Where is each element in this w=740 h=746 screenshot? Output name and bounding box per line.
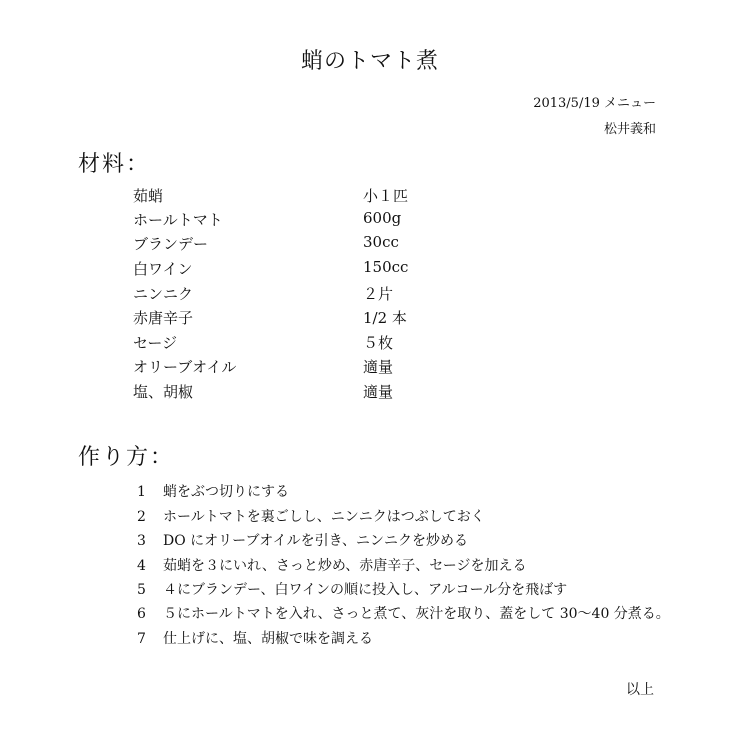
step-item: [137, 579, 567, 599]
step-text: ホールトマトを裏ごしし、ニンニクはつぶしておく: [163, 509, 485, 525]
step-number: 2: [137, 509, 146, 525]
step-text: DO にオリーブオイルを引き、ニンニクを炒める: [163, 533, 469, 549]
step-number: 7: [137, 631, 146, 647]
ingredient-name: 塩、胡椒: [133, 383, 194, 401]
ingredients-heading: 材料：: [78, 152, 151, 177]
step-number: 6: [137, 606, 146, 622]
ingredient-quantity: 適量: [363, 358, 394, 376]
step-number: 3: [137, 533, 146, 549]
method-heading: 作り方：: [78, 445, 175, 470]
closing-mark: 以上: [626, 682, 654, 698]
step-item: [137, 506, 485, 526]
author-name: 松井義和: [603, 122, 656, 137]
ingredient-quantity: 小１匹: [363, 187, 409, 205]
ingredient-name: セージ: [133, 334, 178, 352]
ingredient-name: ホールトマト: [133, 211, 223, 229]
step-text: 茹蛸を３にいれ、さっと炒め、赤唐辛子、セージを加える: [163, 558, 527, 574]
step-item: [137, 530, 468, 550]
step-item: [137, 603, 670, 623]
step-item: [137, 481, 289, 501]
step-number: 4: [137, 558, 146, 574]
ingredient-name: 赤唐辛子: [133, 309, 194, 327]
ingredient-quantity: ２片: [363, 285, 394, 303]
ingredient-quantity: 1/2 本: [363, 309, 407, 327]
step-text: ５にホールトマトを入れ、さっと煮て、灰汁を取り、蓋をして 30～40 分煮る。: [163, 606, 670, 622]
ingredient-quantity: 150cc: [363, 258, 409, 276]
step-number: 5: [137, 582, 146, 598]
ingredient-quantity: ５枚: [363, 334, 394, 352]
ingredient-name: ニンニク: [133, 285, 194, 303]
recipe-title: 蛸のトマト煮: [300, 49, 439, 74]
step-item: [137, 555, 526, 575]
ingredient-name: 白ワイン: [133, 260, 193, 278]
step-text: 仕上げに、塩、胡椒で味を調える: [163, 631, 373, 647]
step-number: 1: [137, 484, 146, 500]
ingredient-quantity: 適量: [363, 383, 394, 401]
menu-date: 2013/5/19 メニュー: [533, 96, 656, 111]
ingredient-name: ブランデー: [133, 235, 209, 253]
ingredient-name: 茹蛸: [133, 187, 164, 205]
ingredient-quantity: 600g: [363, 209, 402, 227]
step-text: 蛸をぶつ切りにする: [163, 484, 289, 500]
ingredient-quantity: 30cc: [363, 233, 399, 251]
ingredient-name: オリーブオイル: [133, 358, 237, 376]
step-text: ４にブランデー、白ワインの順に投入し、アルコール分を飛ばす: [163, 582, 568, 598]
step-item: [137, 628, 373, 648]
